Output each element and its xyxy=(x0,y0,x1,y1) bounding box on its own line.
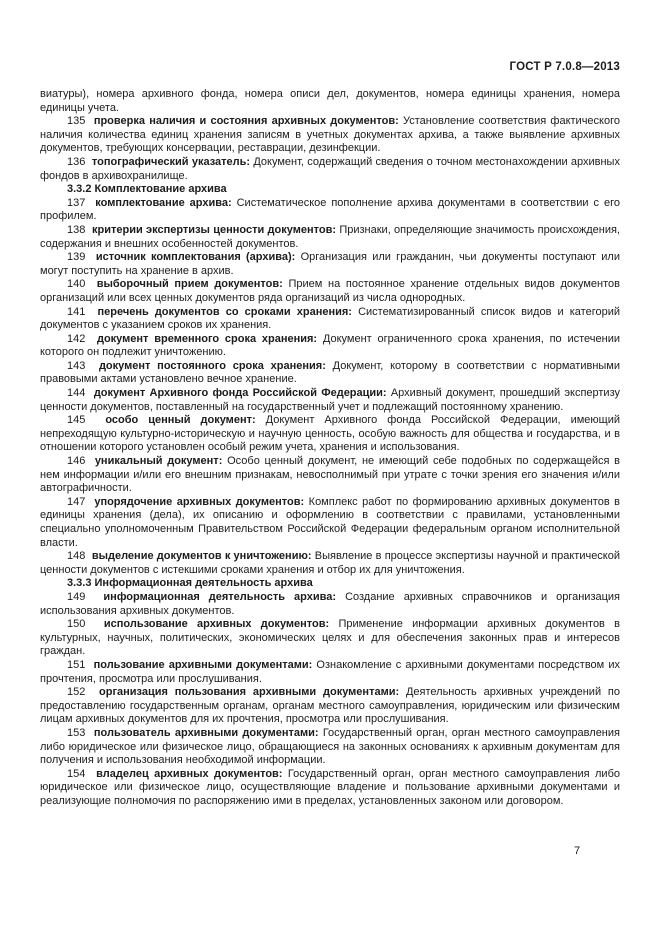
term-entry xyxy=(40,591,620,618)
entry-term: уникальный документ: xyxy=(94,455,223,468)
section-heading xyxy=(40,577,620,591)
term-entry xyxy=(40,768,620,809)
entry-term: информационная деятельность архива: xyxy=(103,590,337,603)
section-heading xyxy=(40,183,620,197)
entry-definition: Архивный документ, прошедший экспертизу ценности документов, поставленный на государственный учет и подлежащий постоянному хранению. xyxy=(40,387,620,413)
entry-number: 136 xyxy=(67,155,86,168)
entry-number: 135 xyxy=(67,115,86,128)
term-entry xyxy=(40,387,620,414)
entry-term: выборочный прием документов: xyxy=(96,278,283,291)
term-entry xyxy=(40,727,620,768)
term-entry xyxy=(40,333,620,360)
entry-definition: Признаки, определяющие значимость происхождения, содержания и внешних особенностей документов. xyxy=(40,223,620,250)
entry-term: использование архивных документов: xyxy=(103,618,330,631)
entry-term: особо ценный документ: xyxy=(105,414,256,427)
entry-definition: Ознакомление с архивными документами посредством их прочтения, просмотра или прослушивания. xyxy=(40,658,620,685)
term-entry xyxy=(40,156,620,183)
entry-term: перечень документов со сроками хранения: xyxy=(97,305,352,318)
continuation-paragraph xyxy=(40,88,620,115)
entry-definition: Документ Архивного фонда Российской Федерации, имеющий непреходящую культурно-историческую и научную ценность, особую важность для общества и государства, и в отношении которого установлен особый режим учета, хранения и использования. xyxy=(40,414,620,454)
term-entry xyxy=(40,550,620,577)
entry-definition: Государственный орган, орган местного самоуправления либо юридическое или физическое лицо, осуществляющие владение и пользование архивными документами и реализующие полномочия по распоряжению ими в пределах, установленных законом или договором. xyxy=(40,767,620,807)
term-entry xyxy=(40,496,620,550)
entry-number: 140 xyxy=(67,278,86,291)
entry-number: 145 xyxy=(67,414,86,427)
entry-definition: Документ ограниченного срока хранения, по истечении которого он подлежит уничтожению. xyxy=(40,332,620,359)
entry-number: 143 xyxy=(67,359,86,372)
entry-number: 149 xyxy=(67,590,86,603)
entry-definition: Комплекс работ по формированию архивных документов в единицы хранения (дела), их описанию и оформлению в соответствии с правилами, установленными специально уполномоченным Правительством Российской Федерации федеральным органом исполнительной власти. xyxy=(40,495,620,549)
section-heading-text: 3.3.3 Информационная деятельность архива xyxy=(67,577,313,590)
term-entry xyxy=(40,278,620,305)
term-entry xyxy=(40,414,620,455)
entry-term: топографический указатель: xyxy=(91,155,251,168)
term-entry xyxy=(40,115,620,156)
term-entry xyxy=(40,659,620,686)
term-entry xyxy=(40,618,620,659)
entry-term: проверка наличия и состояния архивных документов: xyxy=(93,115,399,128)
term-entry xyxy=(40,197,620,224)
entry-number: 146 xyxy=(67,455,86,468)
entry-term: комплектование архива: xyxy=(95,196,232,209)
entry-definition: Документ, которому в соответствии с нормативными правовыми актами установлено вечное хранение. xyxy=(40,359,621,386)
entry-number: 147 xyxy=(67,495,86,508)
entry-definition: Установление соответствия фактического наличия количества единиц хранения записям в учетных документах архива, а также выявление архивных документов, требующих консервации, реставрации, дезинфекции. xyxy=(40,115,620,155)
terms-list xyxy=(40,88,620,808)
running-header: ГОСТ Р 7.0.8—2013 xyxy=(509,61,620,73)
entry-number: 142 xyxy=(67,332,86,345)
page-number: 7 xyxy=(574,845,581,857)
entry-number: 152 xyxy=(67,686,86,699)
entry-definition: Выявление в процессе экспертизы научной и практической ценности документов с истекшими сроками хранения и отбор их для уничтожения. xyxy=(40,550,621,576)
entry-term: документ временного срока хранения: xyxy=(96,332,318,345)
entry-number: 139 xyxy=(67,251,86,264)
section-heading-text: 3.3.2 Комплектование архива xyxy=(67,183,227,196)
term-entry xyxy=(40,360,620,387)
entry-term: источник комплектования (архива): xyxy=(95,251,296,264)
entry-number: 138 xyxy=(67,223,86,236)
entry-definition: Применение информации архивных документов в культурных, научных, политических, экономических целях и для обеспечения законных прав и интересов граждан. xyxy=(40,618,620,658)
entry-term: документ Архивного фонда Российской Федерации: xyxy=(93,387,387,400)
entry-number: 150 xyxy=(67,618,86,631)
entry-term: критерии экспертизы ценности документов: xyxy=(91,223,337,236)
term-entry xyxy=(40,251,620,278)
entry-number: 153 xyxy=(67,726,86,739)
entry-term: пользователь архивными документами: xyxy=(93,726,319,739)
entry-term: упорядочение архивных документов: xyxy=(94,495,305,508)
entry-number: 148 xyxy=(67,550,86,563)
entry-term: пользование архивными документами: xyxy=(93,658,313,671)
entry-number: 137 xyxy=(67,196,86,209)
entry-term: организация пользования архивными документами: xyxy=(99,686,400,699)
term-entry xyxy=(40,686,620,727)
entry-definition: Создание архивных справочников и организация использования архивных документов. xyxy=(40,590,621,617)
entry-definition: Государственный орган, орган местного самоуправления либо юридическое или физическое лицо, обращающиеся на законных основаниях к архивным документам для получения и использования необходимой информации. xyxy=(40,726,620,767)
entry-number: 151 xyxy=(67,658,86,671)
entry-definition: Прием на постоянное хранение отдельных видов документов организаций или всех ценных документов ряда организаций из числа однородных. xyxy=(40,278,620,304)
entry-definition: Систематическое пополнение архива документами в соответствии с его профилем. xyxy=(40,196,620,223)
entry-definition: Деятельность архивных учреждений по предоставлению государственным органам, органам местного самоуправления, юридическим или физическим лицам архивных документов для их прочтения, просмотра или прослушивания. xyxy=(40,686,620,726)
term-entry xyxy=(40,455,620,496)
paragraph-text: виатуры), номера архивного фонда, номера описи дел, документов, номера единицы хранения, номера единицы учета. xyxy=(40,88,620,114)
entry-number: 154 xyxy=(67,767,86,780)
term-entry xyxy=(40,306,620,333)
entry-definition: Систематизированный список видов и категорий документов с указанием сроков их хранения. xyxy=(40,305,620,332)
entry-definition: Организация или гражданин, чьи документы поступают или могут поступить на хранение в архив. xyxy=(40,251,620,277)
term-entry xyxy=(40,224,620,251)
entry-term: выделение документов к уничтожению: xyxy=(91,550,312,563)
entry-definition: Документ, содержащий сведения о точном местонахождении архивных фондов в архивохранилище. xyxy=(40,155,620,182)
entry-definition: Особо ценный документ, не имеющий себе подобных по содержащейся в нем информации и/или его внешним признакам, невосполнимый при утрате с точки зрения его значения и/или автографичности. xyxy=(40,455,620,495)
entry-term: владелец архивных документов: xyxy=(96,767,283,780)
entry-number: 144 xyxy=(67,387,86,400)
entry-term: документ постоянного срока хранения: xyxy=(98,359,326,372)
entry-number: 141 xyxy=(67,305,86,318)
